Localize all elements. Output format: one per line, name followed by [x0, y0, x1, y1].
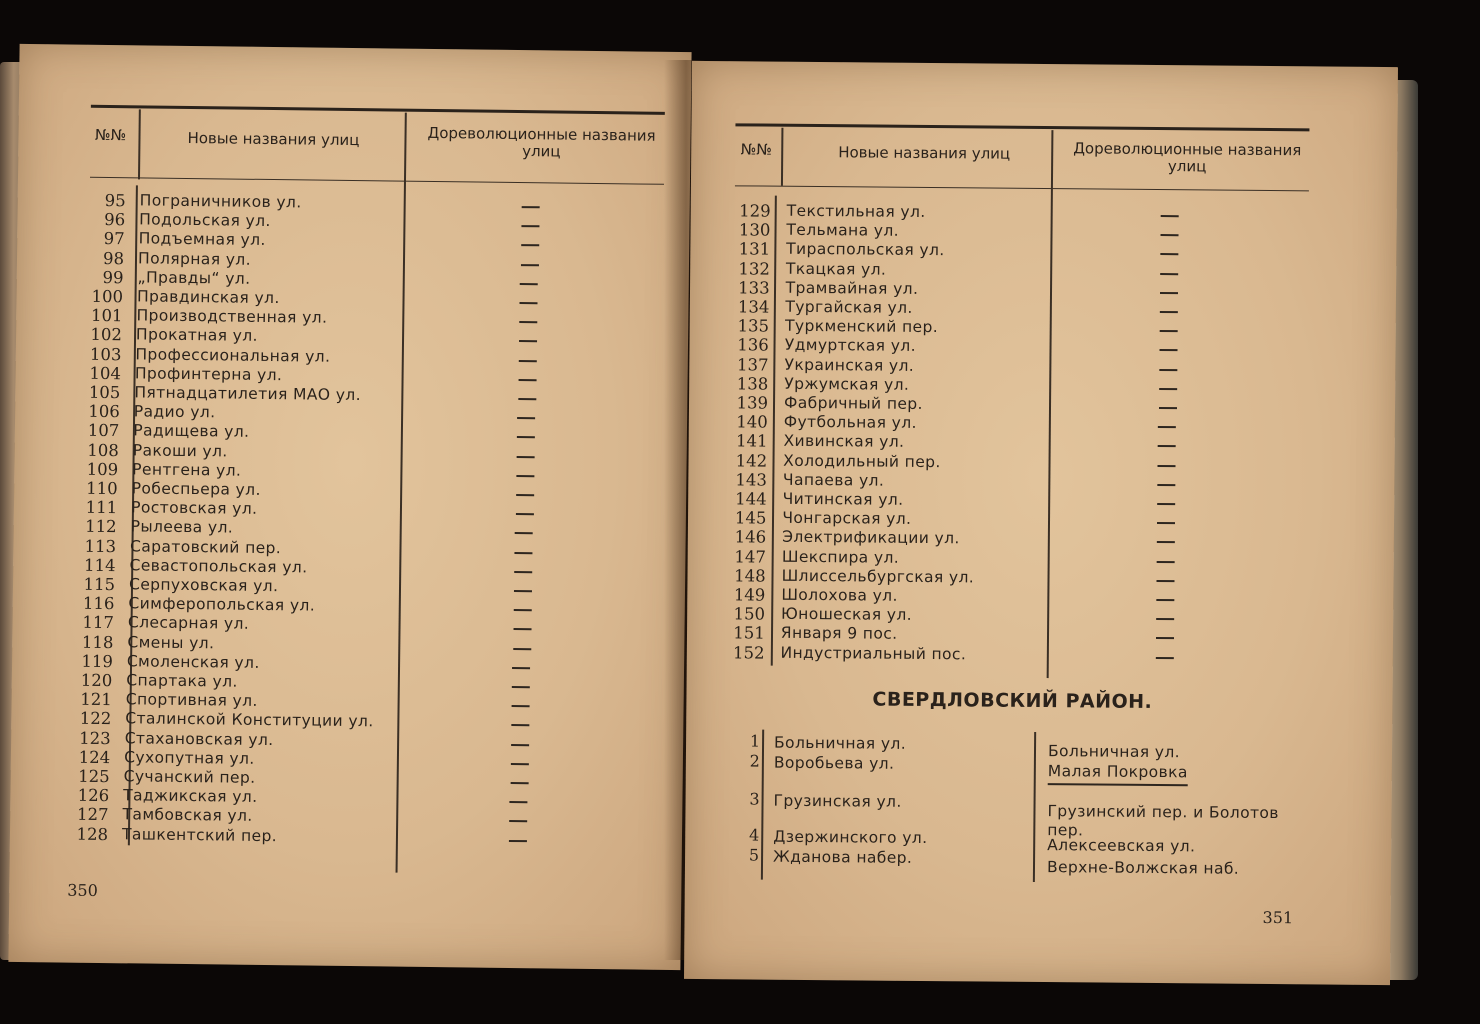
- row-number: 124: [78, 747, 111, 767]
- header-old-names-label: Дореволюционные названия улиц: [427, 123, 656, 161]
- header-new-names-label: Новые названия улиц: [187, 128, 360, 150]
- row-new-name: Робеспьера ул.: [131, 479, 261, 499]
- row-old-name-dash: [518, 398, 536, 400]
- row-number: 113: [84, 536, 117, 556]
- row-number: 95: [104, 190, 126, 211]
- row-number: 142: [735, 450, 768, 471]
- row-new-name: Ташкентский пер.: [121, 824, 278, 845]
- row-old-name-dash: [516, 475, 534, 477]
- district-row-new-name: Больничная ул.: [773, 733, 907, 753]
- row-number: 144: [735, 489, 767, 509]
- header-bottom-rule: [90, 177, 664, 185]
- row-old-name-dash: [519, 321, 537, 323]
- row-new-name: Юношеская ул.: [781, 604, 913, 625]
- row-new-name: Производственная ул.: [136, 306, 328, 327]
- header-old-names-label-right: Дореволюционные названия улиц: [1073, 139, 1302, 176]
- row-old-name-dash: [1157, 541, 1175, 543]
- row-number: 107: [87, 421, 120, 441]
- district-row-old-name: Грузинский пер. и Болотов пер.: [1047, 802, 1279, 840]
- row-old-name-dash: [1157, 561, 1175, 563]
- row-old-name-dash: [511, 763, 529, 765]
- row-number: 96: [104, 210, 126, 230]
- row-old-name-dash: [513, 648, 531, 650]
- row-old-name-dash: [514, 571, 532, 573]
- row-number: 115: [83, 574, 116, 595]
- row-old-name-dash: [1157, 503, 1175, 505]
- row-new-name: Электрификации ул.: [782, 528, 960, 548]
- row-old-name-dash: [510, 801, 528, 803]
- row-number: 122: [79, 709, 112, 729]
- row-number: 98: [103, 248, 125, 268]
- row-old-name-dash: [1157, 580, 1175, 582]
- row-number: 114: [83, 555, 116, 575]
- row-new-name: Полярная ул.: [138, 248, 252, 269]
- row-old-name-dash: [1159, 349, 1177, 351]
- district-row-number: 1: [749, 731, 761, 751]
- district-row-new-name: Дзержинского ул.: [773, 827, 928, 848]
- row-old-name-dash: [1158, 407, 1176, 409]
- page-number-left: 350: [67, 880, 98, 900]
- row-number: 135: [737, 316, 770, 336]
- row-new-name: Пятнадцатилетия МАО ул.: [134, 383, 362, 405]
- open-book: [0, 40, 1418, 960]
- row-new-name: Рылеева ул.: [130, 517, 234, 537]
- row-old-name-dash: [509, 840, 527, 842]
- row-new-name: Шолохова ул.: [781, 585, 898, 605]
- district-row-old-name: Алексеевская ул.: [1047, 836, 1196, 856]
- district-row-number: 4: [748, 825, 760, 845]
- right-street-list: [687, 201, 1397, 677]
- row-number: 127: [76, 805, 109, 825]
- row-old-name-dash: [520, 302, 538, 304]
- header-num-label-right: №№: [740, 140, 772, 159]
- row-new-name: Чапаева ул.: [782, 470, 885, 490]
- row-number: 140: [736, 412, 768, 432]
- row-number: 149: [733, 585, 766, 605]
- row-new-name: Подъемная ул.: [138, 229, 266, 250]
- row-new-name: Спартака ул.: [126, 671, 238, 691]
- row-old-name-dash: [516, 513, 534, 515]
- row-new-name: Спортивная ул.: [125, 690, 258, 711]
- right-page: [684, 61, 1398, 985]
- row-new-name: Радио ул.: [133, 402, 216, 422]
- row-number: 117: [82, 613, 115, 633]
- row-number: 108: [87, 440, 119, 460]
- row-new-name: Стахановская ул.: [124, 728, 274, 749]
- row-new-name: Сталинской Конституции ул.: [125, 709, 374, 731]
- row-old-name-dash: [1160, 253, 1178, 255]
- left-street-list: [10, 190, 690, 858]
- row-new-name: Рентгена ул.: [132, 460, 242, 480]
- row-number: 136: [737, 335, 769, 356]
- header-divider-right: [781, 128, 784, 186]
- row-number: 133: [738, 278, 770, 298]
- row-number: 139: [736, 393, 769, 413]
- row-new-name: Радищева ул.: [133, 421, 250, 442]
- row-number: 102: [90, 325, 123, 345]
- row-new-name: Правдинская ул.: [136, 287, 280, 308]
- row-old-name-dash: [521, 225, 539, 227]
- row-number: 128: [76, 824, 109, 844]
- header-num-label: №№: [94, 125, 127, 145]
- row-new-name: Сухопутная ул.: [124, 748, 255, 768]
- row-number: 100: [91, 286, 124, 307]
- row-old-name-dash: [1159, 388, 1177, 390]
- row-new-name: Сучанский пер.: [123, 767, 256, 787]
- row-number: 112: [85, 517, 117, 537]
- district-row-new-name: Жданова набер.: [772, 847, 913, 867]
- row-new-name: Фабричный пер.: [783, 393, 924, 413]
- row-old-name-dash: [517, 456, 535, 458]
- row-number: 148: [734, 566, 766, 586]
- row-number: 97: [103, 229, 125, 249]
- row-old-name-dash: [515, 552, 533, 554]
- district-row-number: 3: [749, 789, 760, 809]
- row-new-name: Туркменский пер.: [785, 316, 939, 337]
- row-old-name-dash: [514, 590, 532, 592]
- row-new-name: Прокатная ул.: [135, 325, 259, 346]
- row-number: 123: [79, 728, 111, 748]
- row-new-name: Тельмана ул.: [786, 220, 900, 240]
- row-new-name: Таджикская ул.: [123, 786, 258, 807]
- row-old-name-dash: [511, 744, 529, 746]
- header-bottom-rule-right: [735, 185, 1309, 191]
- district-row-new-name: Грузинская ул.: [773, 791, 902, 811]
- row-new-name: Тираспольская ул.: [786, 240, 945, 260]
- row-number: 130: [738, 220, 771, 240]
- row-old-name-dash: [512, 667, 530, 669]
- row-new-name: Пограничников ул.: [139, 191, 302, 212]
- row-new-name: Хивинская ул.: [783, 432, 905, 452]
- row-number: 141: [735, 431, 768, 452]
- row-old-name-dash: [513, 628, 531, 630]
- row-old-name-dash: [518, 379, 536, 381]
- row-number: 101: [90, 306, 123, 326]
- row-old-name-dash: [1160, 311, 1178, 313]
- row-old-name-dash: [1159, 330, 1177, 332]
- row-number: 131: [738, 239, 771, 260]
- row-number: 150: [733, 604, 766, 624]
- row-number: 116: [82, 593, 115, 614]
- row-new-name: Профессиональная ул.: [135, 344, 331, 366]
- row-number: 119: [81, 651, 114, 671]
- row-new-name: Текстильная ул.: [786, 201, 926, 221]
- row-new-name: Слесарная ул.: [127, 613, 250, 634]
- district-row-old-name: Малая Покровка: [1048, 762, 1188, 786]
- district-row-number: 2: [749, 751, 760, 771]
- row-old-name-dash: [511, 724, 529, 726]
- header-top-rule: [91, 105, 665, 115]
- row-old-name-dash: [520, 283, 538, 285]
- row-old-name-dash: [1160, 292, 1178, 294]
- row-number: 147: [734, 546, 766, 567]
- row-new-name: Удмуртская ул.: [784, 336, 917, 356]
- row-old-name-dash: [1156, 657, 1174, 659]
- row-old-name-dash: [519, 340, 537, 342]
- row-new-name: Смены ул.: [127, 632, 215, 652]
- header-new-names-label-right: Новые названия улиц: [838, 143, 1011, 163]
- row-number: 129: [739, 201, 771, 221]
- row-new-name: Чонгарская ул.: [782, 508, 912, 529]
- row-new-name: Севастопольская ул.: [129, 556, 308, 577]
- row-number: 106: [88, 401, 120, 422]
- row-new-name: Саратовский пер.: [129, 536, 282, 557]
- row-old-name-dash: [515, 532, 533, 534]
- row-new-name: Тургайская ул.: [785, 297, 913, 317]
- row-number: 146: [734, 527, 767, 547]
- row-old-name-dash: [517, 417, 535, 419]
- row-number: 134: [737, 297, 770, 317]
- row-number: 137: [736, 354, 769, 375]
- row-old-name-dash: [1160, 273, 1178, 275]
- row-old-name-dash: [1159, 369, 1177, 371]
- district-title: СВЕРДЛОВСКИЙ РАЙОН.: [872, 688, 1153, 713]
- row-old-name-dash: [1156, 618, 1174, 620]
- row-old-name-dash: [516, 494, 534, 496]
- row-old-name-dash: [1160, 234, 1178, 236]
- district-row-old-name: Больничная ул.: [1047, 742, 1181, 762]
- header-divider: [138, 109, 141, 179]
- district-old-divider: [1033, 732, 1036, 882]
- row-new-name: Уржумская ул.: [784, 374, 910, 394]
- row-number: 111: [85, 497, 118, 518]
- row-new-name: Ткацкая ул.: [785, 259, 887, 279]
- district-row-number: 5: [748, 845, 760, 865]
- row-number: 138: [736, 374, 769, 394]
- header-top-rule-right: [735, 123, 1309, 131]
- row-new-name: Шлиссельбургская ул.: [781, 566, 975, 587]
- row-new-name: Шекспира ул.: [781, 547, 900, 567]
- row-new-name: Украинская ул.: [784, 355, 915, 375]
- row-old-name-dash: [509, 820, 527, 822]
- row-number: 118: [81, 632, 114, 652]
- row-old-name-dash: [1157, 522, 1175, 524]
- row-old-name-dash: [1158, 445, 1176, 447]
- row-old-name-dash: [1156, 637, 1174, 639]
- row-number: 125: [78, 766, 110, 787]
- row-old-name-dash: [1156, 599, 1174, 601]
- row-old-name-dash: [519, 360, 537, 362]
- row-new-name: Трамвайная ул.: [785, 278, 919, 298]
- row-new-name: Ракоши ул.: [132, 440, 228, 461]
- row-new-name: „Правды“ ул.: [137, 268, 251, 288]
- district-row-new-name: Воробьева ул.: [773, 753, 895, 773]
- row-old-name-dash: [514, 609, 532, 611]
- row-new-name: Читинская ул.: [782, 489, 904, 509]
- row-number: 104: [89, 363, 122, 383]
- row-number: 103: [89, 344, 122, 364]
- row-number: 152: [732, 642, 765, 663]
- row-number: 109: [86, 459, 119, 479]
- row-old-name-dash: [510, 782, 528, 784]
- row-number: 121: [80, 689, 112, 710]
- row-old-name-dash: [1158, 484, 1176, 486]
- row-number: 143: [735, 470, 768, 490]
- row-new-name: Футбольная ул.: [783, 412, 917, 433]
- row-new-name: Индустриальный пос.: [780, 643, 967, 663]
- row-old-name-dash: [521, 244, 539, 246]
- row-new-name: Подольская ул.: [139, 210, 271, 231]
- row-new-name: Января 9 пос.: [780, 624, 898, 644]
- district-row-old-name: Верхне-Волжская наб.: [1046, 858, 1240, 878]
- row-number: 120: [80, 670, 113, 691]
- row-new-name: Профинтерна ул.: [134, 364, 283, 384]
- row-number: 145: [734, 508, 767, 528]
- district-num-divider: [761, 730, 764, 880]
- row-new-name: Ростовская ул.: [131, 498, 258, 519]
- row-new-name: Холодильный пер.: [783, 451, 941, 471]
- row-old-name-dash: [521, 264, 539, 266]
- row-number: 126: [77, 785, 110, 806]
- row-number: 105: [88, 382, 121, 403]
- row-old-name-dash: [522, 206, 540, 208]
- row-old-name-dash: [1158, 426, 1176, 428]
- row-old-name-dash: [1161, 215, 1179, 217]
- row-new-name: Симферопольская ул.: [128, 594, 316, 615]
- row-number: 110: [86, 478, 118, 499]
- row-new-name: Смоленская ул.: [126, 652, 260, 672]
- row-old-name-dash: [1158, 465, 1176, 467]
- row-number: 99: [102, 267, 124, 288]
- row-old-name-dash: [512, 686, 530, 688]
- row-new-name: Серпуховская ул.: [128, 575, 279, 596]
- left-page: [8, 44, 691, 970]
- row-number: 132: [738, 258, 770, 279]
- row-new-name: Тамбовская ул.: [122, 805, 253, 826]
- row-old-name-dash: [517, 436, 535, 438]
- row-old-name-dash: [512, 705, 530, 707]
- page-number-right: 351: [1262, 907, 1294, 928]
- row-number: 151: [733, 623, 765, 643]
